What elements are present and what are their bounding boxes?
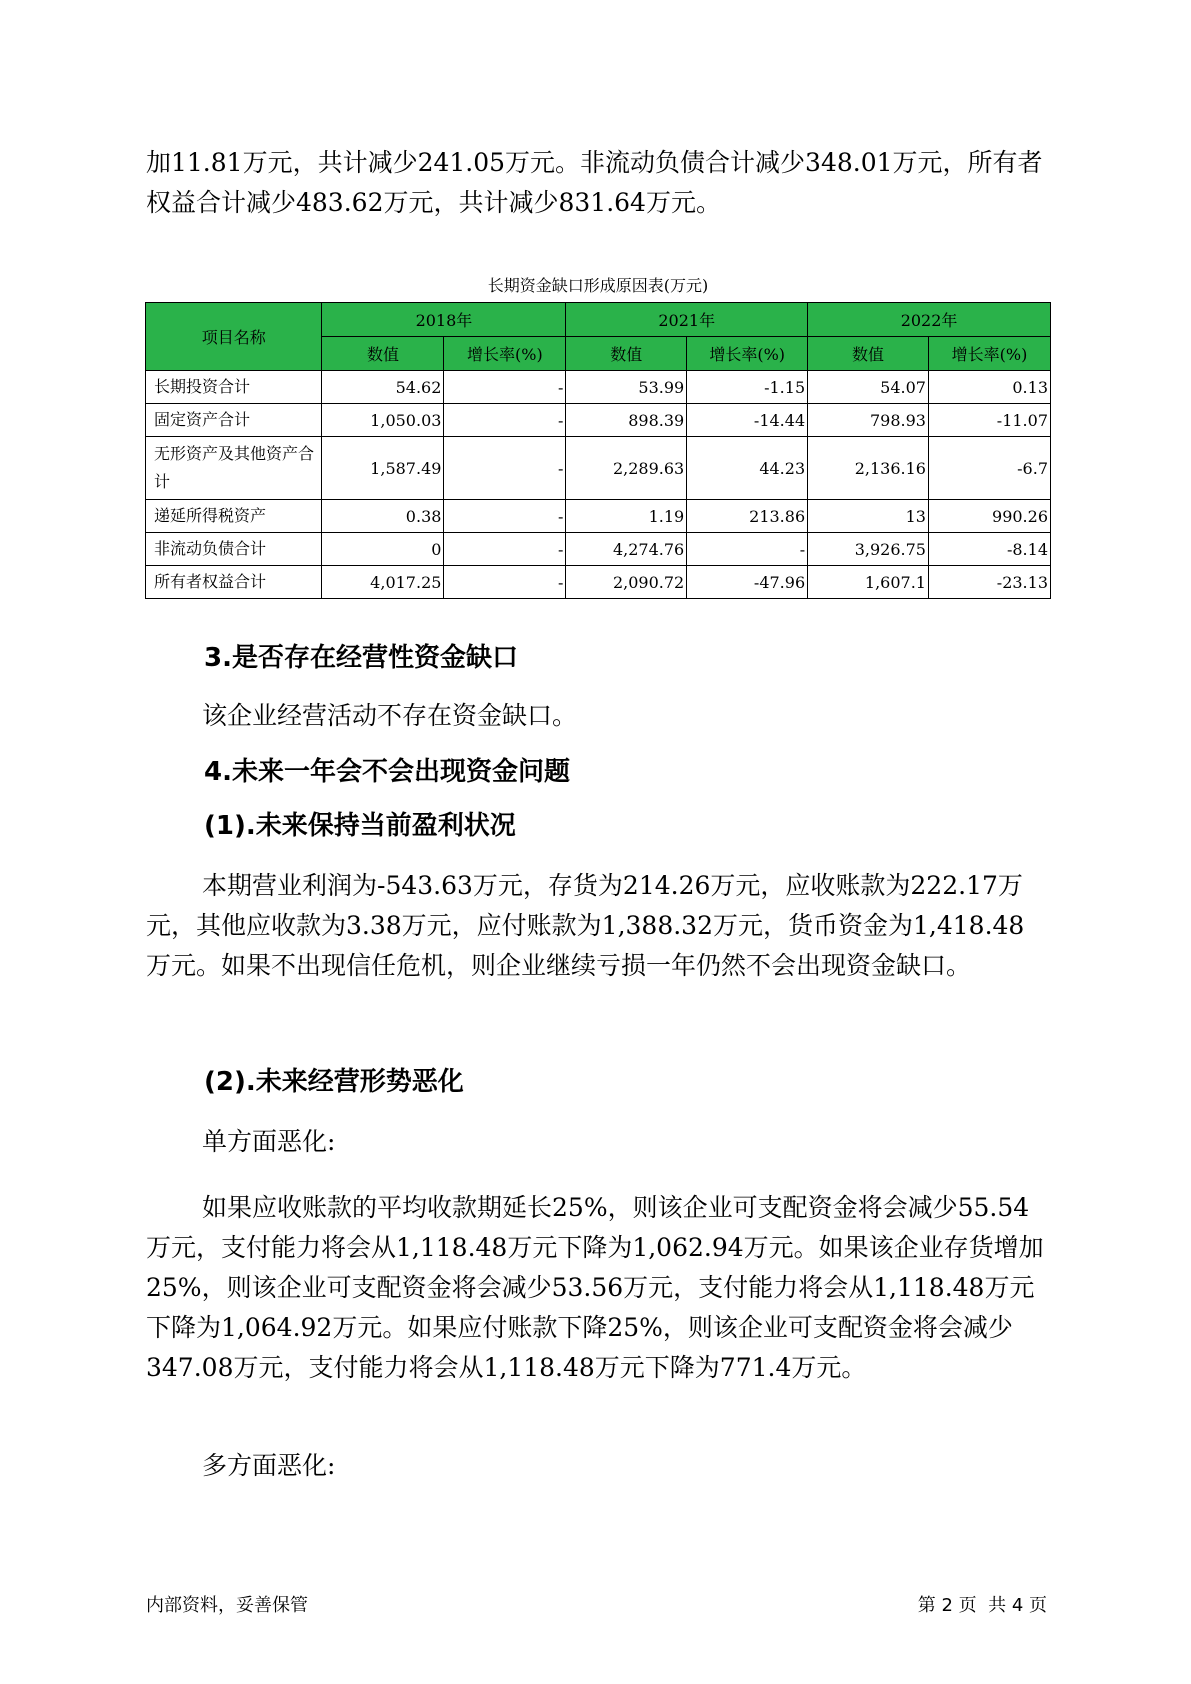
cell: -1.15 bbox=[687, 371, 808, 404]
cell: - bbox=[444, 533, 566, 566]
cell: 1,607.1 bbox=[808, 566, 929, 599]
section-4-heading: 4.未来一年会不会出现资金问题 bbox=[204, 757, 570, 787]
footer-page-number: 第 2 页 共 4 页 bbox=[917, 1595, 1047, 1616]
table-caption: 长期资金缺口形成原因表(万元) bbox=[487, 276, 709, 295]
cell: 54.07 bbox=[808, 371, 929, 404]
subsection-1-heading: (1).未来保持当前盈利状况 bbox=[204, 811, 516, 841]
cell: - bbox=[444, 437, 566, 500]
header-year-2021: 2021年 bbox=[566, 303, 808, 337]
header-value: 数值 bbox=[566, 337, 687, 371]
cell: 798.93 bbox=[808, 404, 929, 437]
cell: - bbox=[687, 533, 808, 566]
cell: - bbox=[444, 404, 566, 437]
row-name: 非流动负债合计 bbox=[146, 533, 322, 566]
footer-confidential-note: 内部资料，妥善保管 bbox=[146, 1595, 308, 1616]
cell: 1,050.03 bbox=[322, 404, 444, 437]
cell: 0.13 bbox=[928, 371, 1050, 404]
cell: 44.23 bbox=[687, 437, 808, 500]
table-row bbox=[146, 500, 1051, 533]
row-name: 递延所得税资产 bbox=[146, 500, 322, 533]
cell: 2,090.72 bbox=[566, 566, 687, 599]
header-year-2022: 2022年 bbox=[808, 303, 1051, 337]
row-name: 固定资产合计 bbox=[146, 404, 322, 437]
cell: 2,289.63 bbox=[566, 437, 687, 500]
cell: 1.19 bbox=[566, 500, 687, 533]
header-value: 数值 bbox=[808, 337, 929, 371]
cell: 13 bbox=[808, 500, 929, 533]
section-3-heading: 3.是否存在经营性资金缺口 bbox=[204, 643, 518, 673]
cell: 4,017.25 bbox=[322, 566, 444, 599]
cell: 0.38 bbox=[322, 500, 444, 533]
cell: 3,926.75 bbox=[808, 533, 929, 566]
long-term-funding-gap-table bbox=[145, 302, 1051, 599]
header-growth: 增长率(%) bbox=[444, 337, 566, 371]
cell: 54.62 bbox=[322, 371, 444, 404]
cell: -23.13 bbox=[928, 566, 1050, 599]
header-value: 数值 bbox=[322, 337, 444, 371]
row-name: 长期投资合计 bbox=[146, 371, 322, 404]
table-row bbox=[146, 437, 1051, 500]
multi-deterioration-label: 多方面恶化: bbox=[202, 1451, 336, 1480]
single-deterioration-text: 如果应收账款的平均收款期延长25%，则该企业可支配资金将会减少55.54万元，支付能力将会从1,118.48万元下降为1,062.94万元。如果该企业存货增加25%，则该企业可支配资金将会减少53.56万元，支付能力将会从1,118.48万元下降为1,064.92万元。如果应付账款下降25%，则该企业可支配资金将会减少347.08万元，支付能力将会从1,118.48万元下降为771.4万元。 bbox=[146, 1193, 1044, 1382]
header-year-2018: 2018年 bbox=[322, 303, 566, 337]
cell: 0 bbox=[322, 533, 444, 566]
cell: -8.14 bbox=[928, 533, 1050, 566]
cell: -11.07 bbox=[928, 404, 1050, 437]
header-item-name: 项目名称 bbox=[146, 303, 322, 371]
cell: - bbox=[444, 566, 566, 599]
cell: - bbox=[444, 371, 566, 404]
intro-paragraph: 加11.81万元，共计减少241.05万元。非流动负债合计减少348.01万元，所有者权益合计减少483.62万元，共计减少831.64万元。 bbox=[146, 148, 1043, 217]
subsection-2-heading: (2).未来经营形势恶化 bbox=[204, 1067, 464, 1097]
cell: -47.96 bbox=[687, 566, 808, 599]
table-row bbox=[146, 404, 1051, 437]
cell: -6.7 bbox=[928, 437, 1050, 500]
row-name: 无形资产及其他资产合计 bbox=[146, 437, 322, 500]
section-3-text: 该企业经营活动不存在资金缺口。 bbox=[202, 701, 578, 730]
cell: 990.26 bbox=[928, 500, 1050, 533]
header-growth: 增长率(%) bbox=[928, 337, 1050, 371]
header-growth: 增长率(%) bbox=[687, 337, 808, 371]
cell: -14.44 bbox=[687, 404, 808, 437]
single-deterioration-label: 单方面恶化: bbox=[202, 1127, 336, 1156]
cell: 1,587.49 bbox=[322, 437, 444, 500]
cell: 898.39 bbox=[566, 404, 687, 437]
cell: 213.86 bbox=[687, 500, 808, 533]
table-row bbox=[146, 533, 1051, 566]
table-row bbox=[146, 566, 1051, 599]
cell: 53.99 bbox=[566, 371, 687, 404]
cell: 2,136.16 bbox=[808, 437, 929, 500]
subsection-1-text: 本期营业利润为-543.63万元，存货为214.26万元，应收账款为222.17万元，其他应收款为3.38万元，应付账款为1,388.32万元，货币资金为1,418.48万元。如果不出现信任危机，则企业继续亏损一年仍然不会出现资金缺口。 bbox=[146, 871, 1025, 980]
cell: 4,274.76 bbox=[566, 533, 687, 566]
row-name: 所有者权益合计 bbox=[146, 566, 322, 599]
cell: - bbox=[444, 500, 566, 533]
table-row bbox=[146, 371, 1051, 404]
